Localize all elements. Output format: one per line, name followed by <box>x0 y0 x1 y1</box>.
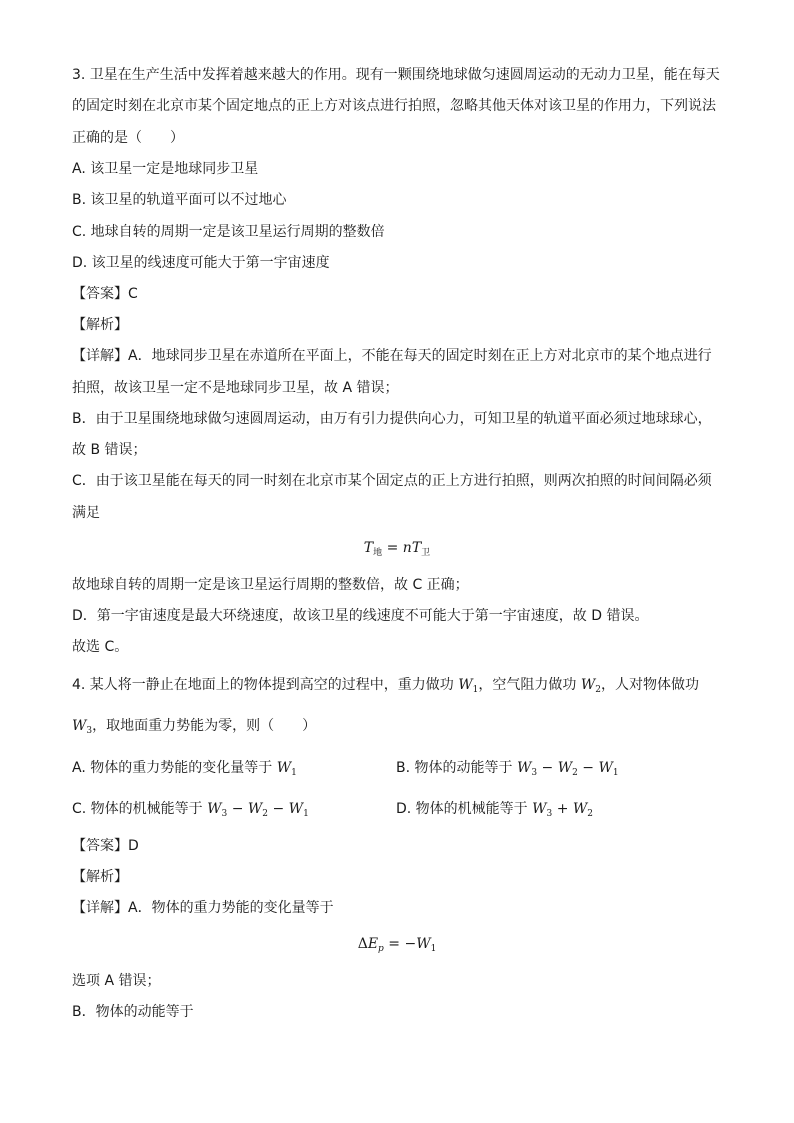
q3-detail-line-2: 拍照，故该卫星一定不是地球同步卫星，故 A 错误； <box>72 380 399 396</box>
q3-conclusion: 故选 C。 <box>72 639 129 655</box>
q3-option-b: B. 该卫星的轨道平面可以不过地心 <box>72 192 287 208</box>
q4-stem-line-2: $W_3$，取地面重力势能为零，则（ ） <box>72 718 317 736</box>
q3-option-a: A. 该卫星一定是地球同步卫星 <box>72 161 259 177</box>
q4-formula: $\Delta E_p = -W_1$ <box>357 936 437 954</box>
q4-option-d: D. 物体的机械能等于 $W_3 + W_2$ <box>396 801 594 819</box>
q3-detail-line-7: 故地球自转的周期一定是该卫星运行周期的整数倍，故 C 正确； <box>72 577 469 593</box>
q4-option-a: A. 物体的重力势能的变化量等于 $W_1$ <box>72 760 297 778</box>
q3-stem-line-1: 3. 卫星在生产生活中发挥着越来越大的作用。现有一颗围绕地球做匀速圆周运动的无动力卫星，能在每天 <box>72 67 720 83</box>
q3-stem-line-3: 正确的是（ ） <box>72 130 184 146</box>
q4-analysis-label: 【解析】 <box>72 869 128 885</box>
q3-answer: 【答案】C <box>72 286 138 302</box>
q3-option-d: D. 该卫星的线速度可能大于第一宇宙速度 <box>72 255 330 271</box>
q4-detail-line-1: 【详解】A．物体的重力势能的变化量等于 <box>72 900 334 916</box>
q3-detail-line-6: 满足 <box>72 505 100 521</box>
q3-stem-line-2: 的固定时刻在北京市某个固定地点的正上方对该点进行拍照，忽略其他天体对该卫星的作用力，下列说法 <box>72 98 716 114</box>
q4-option-c: C. 物体的机械能等于 $W_3 - W_2 - W_1$ <box>72 801 309 819</box>
q3-formula: $T_地 = nT_卫$ <box>363 540 431 558</box>
q4-stem-line-1: 4. 某人将一静止在地面上的物体提到高空的过程中，重力做功 $W_1$，空气阻力做功 $W_2$，人对物体做功 <box>72 677 699 695</box>
q3-detail-line-8: D．第一宇宙速度是最大环绕速度，故该卫星的线速度不可能大于第一宇宙速度，故 D 错误。 <box>72 608 649 624</box>
q3-analysis-label: 【解析】 <box>72 317 128 333</box>
q3-detail-line-3: B．由于卫星围绕地球做匀速圆周运动，由万有引力提供向心力，可知卫星的轨道平面必须过地球球心， <box>72 411 712 427</box>
q3-detail-line-5: C．由于该卫星能在每天的同一时刻在北京市某个固定点的正上方进行拍照，则两次拍照的时间间隔必须 <box>72 473 712 489</box>
q4-detail-line-2: 选项 A 错误； <box>72 973 161 989</box>
q3-detail-line-4: 故 B 错误； <box>72 442 147 458</box>
q4-option-b: B. 物体的动能等于 $W_3 - W_2 - W_1$ <box>396 760 619 778</box>
q3-formula-sub-earth: 地 <box>373 548 383 558</box>
q3-formula-sub-sat: 卫 <box>421 548 431 558</box>
q4-detail-line-3: B．物体的动能等于 <box>72 1004 194 1020</box>
q4-answer: 【答案】D <box>72 838 139 854</box>
q3-detail-line-1: 【详解】A．地球同步卫星在赤道所在平面上，不能在每天的固定时刻在正上方对北京市的某个地点进行 <box>72 348 712 364</box>
q3-option-c: C. 地球自转的周期一定是该卫星运行周期的整数倍 <box>72 224 385 240</box>
